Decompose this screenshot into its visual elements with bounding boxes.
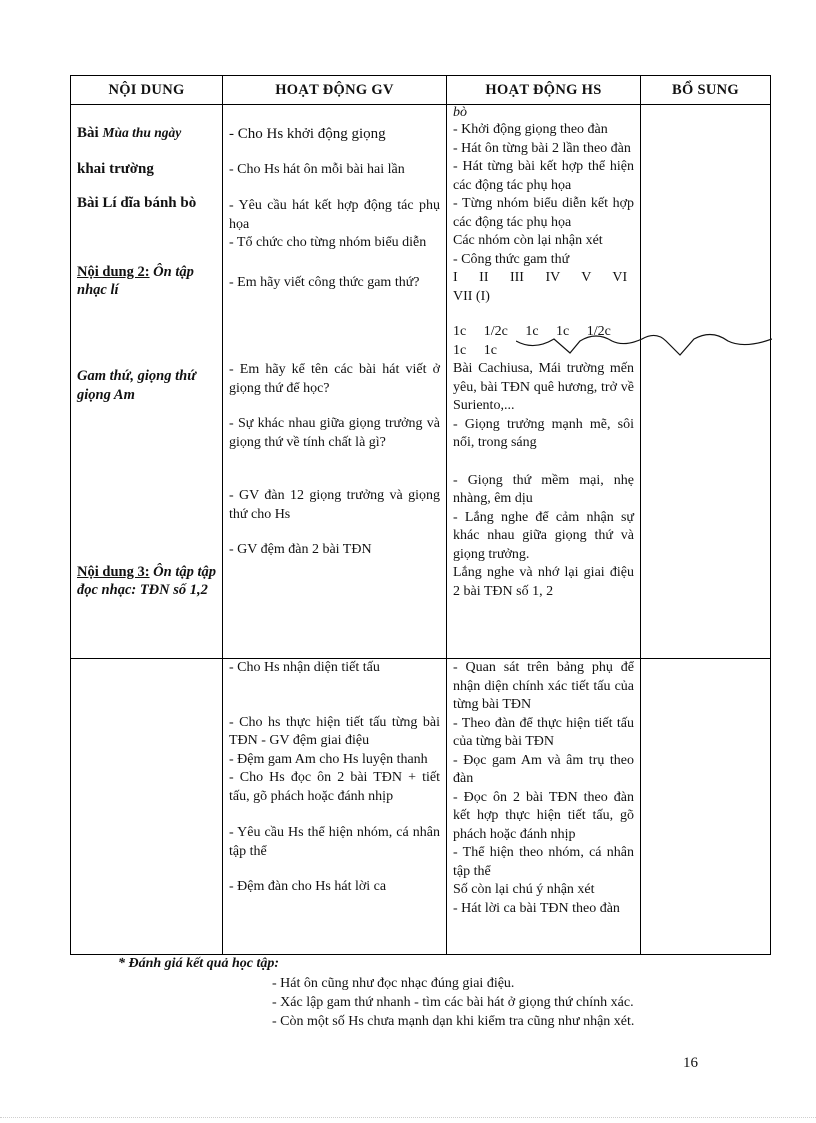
listen-compare: - Lắng nghe để cảm nhận sự khác nhau giữa giọng thứ và giọng trưởng. <box>453 509 634 562</box>
teacher-activity-item: - Cho Hs đọc ôn 2 bài TĐN + tiết tấu, gõ phách hoặc đánh nhịp <box>229 770 440 804</box>
lesson-2-title: Bài Lí dĩa bánh bò <box>77 194 197 211</box>
student-activity-cell <box>447 105 641 659</box>
interval-curve-drawing <box>516 327 772 361</box>
teacher-activity-item: - Đệm đàn cho Hs hát lời ca <box>229 879 387 894</box>
teacher-activity-item: - Yêu cầu hát kết hợp động tác phụ họa <box>229 198 440 232</box>
student-activity-item: - Theo đàn để thực hiện tiết tấu của từng bài TĐN <box>453 715 634 749</box>
intervals-line-1: 1c 1/2c 1c 1c 1/2c <box>453 324 611 339</box>
student-activity-item: - Hát lời ca bài TĐN theo đàn <box>453 900 620 916</box>
teacher-activity-item: - Cho Hs khởi động giọng <box>229 126 386 142</box>
scale-degrees-line-1: I II III IV V VI <box>453 270 628 285</box>
teacher-activity-cell <box>223 105 447 659</box>
section-3-heading <box>77 563 216 599</box>
section-3-title: Ôn tập tập đọc nhạc: TĐN số 1,2 <box>77 563 216 598</box>
student-activity-item: - Từng nhóm biểu diễn kết hợp các động tác phụ họa <box>453 196 634 230</box>
table-row <box>71 659 771 955</box>
page-bottom-border <box>0 1117 816 1118</box>
topic-minor-scale: Gam thứ, giọng thứ giọng Am <box>77 367 196 403</box>
evaluation-item: - Còn một số Hs chưa mạnh dạn khi kiểm tra cũng như nhận xét. <box>272 1014 635 1029</box>
student-activity-item: - Đọc ôn 2 bài TĐN theo đàn kết hợp thực hiện tiết tấu, gõ phách hoặc đánh nhịp <box>453 789 634 842</box>
minor-songs-list: Bài Cachiusa, Mái trường mến yêu, bài TĐN quê hương, trở về Suriento,... <box>453 361 634 413</box>
lesson-1-title <box>77 123 216 143</box>
student-activity-item: - Công thức gam thứ <box>453 251 570 267</box>
supplement-cell <box>641 105 771 659</box>
teacher-activity-item: - Tổ chức cho từng nhóm biểu diễn <box>229 235 427 250</box>
teacher-activity-item: - Em hãy viết công thức gam thứ? <box>229 274 420 290</box>
teacher-activity-item: - Cho hs thực hiện tiết tấu từng bài TĐN - GV đệm giai điệu <box>229 714 440 748</box>
evaluation-item: - Xác lập gam thứ nhanh - tìm các bài hát ở giọng thứ chính xác. <box>272 995 634 1010</box>
student-activity-item: - Đọc gam Am và âm trụ theo đàn <box>453 752 634 786</box>
section-2-title: Ôn tập nhạc lí <box>77 263 194 298</box>
student-activity-item: - Thể hiện theo nhóm, cá nhân tập thể <box>453 845 634 879</box>
student-activity-item: - Hát từng bài kết hợp thể hiện các động tác phụ họa <box>453 159 634 193</box>
table-header-row <box>71 76 771 105</box>
teacher-activity-item: - Cho Hs hát ôn mỗi bài hai lần <box>229 161 405 177</box>
teacher-activity-item: - Yêu cầu Hs thể hiện nhóm, cá nhân tập thể <box>229 825 440 859</box>
content-cell <box>71 105 223 659</box>
header-hoat-dong-hs: HOẠT ĐỘNG HS <box>447 76 641 105</box>
content-cell <box>71 659 223 955</box>
listen-recall: Lắng nghe và nhớ lại giai điệu 2 bài TĐN số 1, 2 <box>453 565 634 599</box>
lesson-table <box>70 75 771 955</box>
teacher-activity-item: - Sự khác nhau giữa giọng trưởng và giọng thứ về tính chất là gì? <box>229 416 440 450</box>
teacher-activity-item: - GV đệm đàn 2 bài TĐN <box>229 542 372 557</box>
teacher-activity-cell <box>223 659 447 955</box>
student-activity-item: - Quan sát trên bảng phụ để nhận diện chính xác tiết tấu của từng bài TĐN <box>453 660 634 712</box>
header-bo-sung: BỔ SUNG <box>641 76 771 105</box>
header-noi-dung: NỘI DUNG <box>71 76 223 105</box>
section-3-label: Nội dung 3: <box>77 563 150 580</box>
student-activity-item: Số còn lại chú ý nhận xét <box>453 882 595 897</box>
page-number: 16 <box>683 1055 698 1071</box>
lesson-title: Mùa thu ngày <box>102 125 182 140</box>
teacher-activity-item: - Đệm gam Am cho Hs luyện thanh <box>229 751 428 767</box>
student-activity-item: - Hát ôn từng bài 2 lần theo đàn <box>453 140 631 156</box>
student-activity-item: - Khởi động giọng theo đàn <box>453 122 608 137</box>
student-activity-item: Các nhóm còn lại nhận xét <box>453 233 603 248</box>
table-row <box>71 105 771 659</box>
teacher-activity-item: - Em hãy kể tên các bài hát viết ở giọng thứ để học? <box>229 362 440 396</box>
lesson-prefix: Bài <box>77 125 99 141</box>
continued-word: bò <box>453 105 467 120</box>
scale-degrees-line-2: VII (I) <box>453 288 490 304</box>
lesson-1-title-cont: khai trường <box>77 161 154 177</box>
student-activity-cell <box>447 659 641 955</box>
evaluation-item: - Hát ôn cũng như đọc nhạc đúng giai điệu. <box>272 976 515 991</box>
intervals-line-2: 1c 1c <box>453 342 497 358</box>
section-2-heading <box>77 263 216 299</box>
teacher-activity-item: - GV đàn 12 giọng trưởng và giọng thứ cho Hs <box>229 488 440 522</box>
major-key-character: - Giọng trưởng mạnh mẽ, sôi nổi, trong sáng <box>453 416 634 450</box>
evaluation-title <box>118 955 279 973</box>
section-2-label: Nội dung 2: <box>77 263 150 280</box>
teacher-activity-item: - Cho Hs nhận diện tiết tấu <box>229 660 380 675</box>
minor-key-character: - Giọng thứ mềm mại, nhẹ nhàng, êm dịu <box>453 472 634 506</box>
evaluation-heading: * Đánh giá kết quả học tập: <box>118 956 280 971</box>
header-hoat-dong-gv: HOẠT ĐỘNG GV <box>223 76 447 105</box>
supplement-cell <box>641 659 771 955</box>
